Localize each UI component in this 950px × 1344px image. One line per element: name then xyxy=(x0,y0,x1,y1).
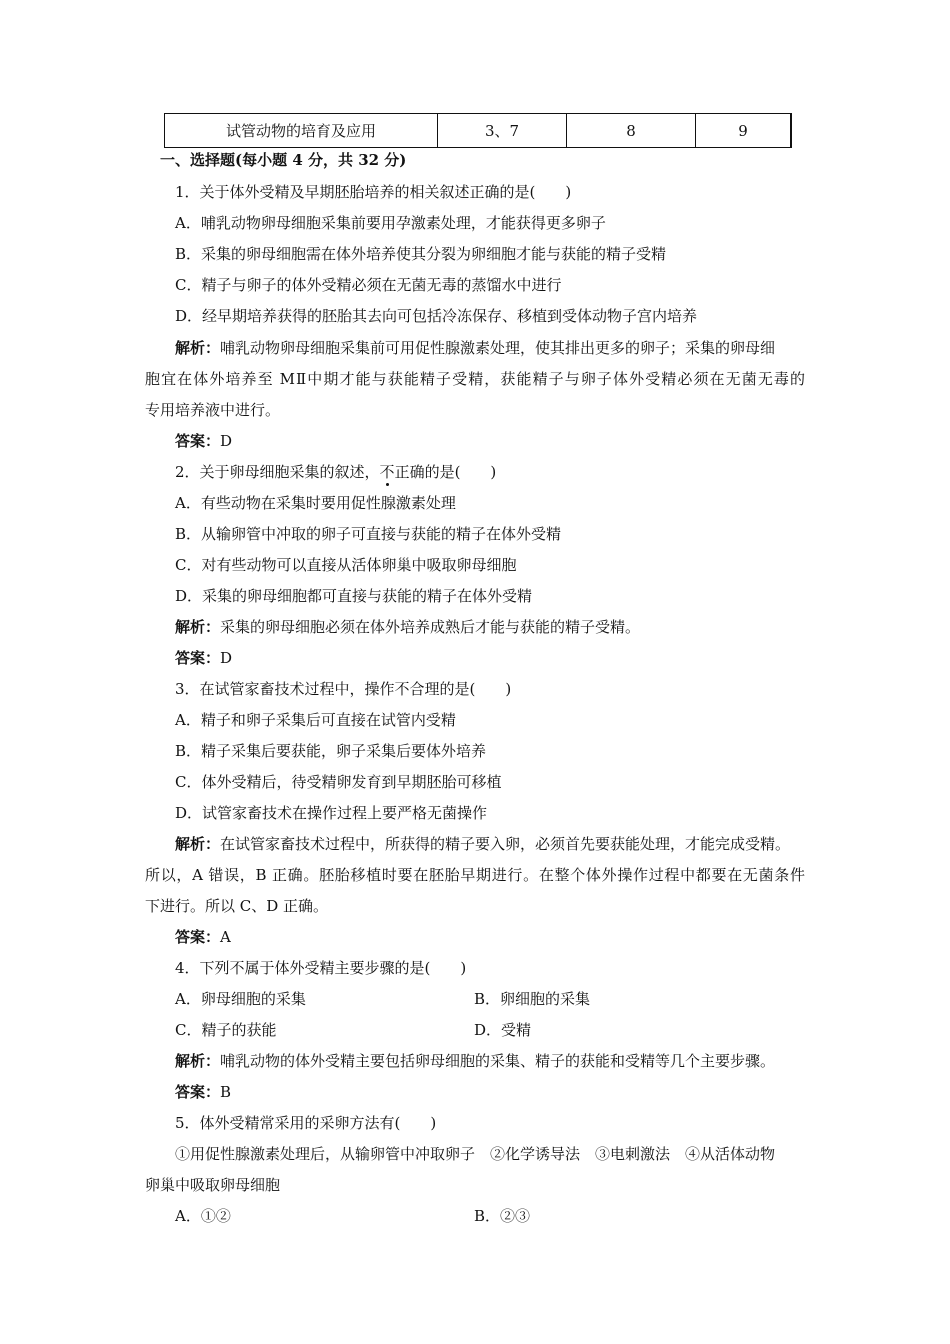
q4-option-c: C．精子的获能 xyxy=(175,1021,277,1039)
q3-explanation-line xyxy=(175,834,790,854)
explanation-text: 胞宜在体外培养至 MⅡ中期才能与获能精子受精，获能精子与卵子体外受精必须在无菌无毒的 xyxy=(145,370,805,388)
q5-body-line: ①用促性腺激素处理后，从输卵管中冲取卵子 ②化学诱导法 ③电刺激法 ④从活体动物 xyxy=(175,1145,776,1163)
section-title: 一、选择题(每小题 4 分，共 32 分) xyxy=(160,151,407,169)
q2-option-b: B．从输卵管中冲取的卵子可直接与获能的精子在体外受精 xyxy=(175,525,562,543)
q3-option-d: D．试管家畜技术在操作过程上要严格无菌操作 xyxy=(175,804,488,822)
q5-body-line: 卵巢中吸取卵母细胞 xyxy=(145,1176,281,1194)
q2-stem-emphasis: 不 xyxy=(379,463,395,481)
q2-stem-text: 正确的是( ) xyxy=(394,463,497,481)
q1-option-c: C．精子与卵子的体外受精必须在无菌无毒的蒸馏水中进行 xyxy=(175,276,562,294)
explanation-text: 哺乳动物的体外受精主要包括卵母细胞的采集、精子的获能和受精等几个主要步骤。 xyxy=(220,1052,776,1070)
explanation-label: 解析： xyxy=(175,618,221,636)
explanation-text: 采集的卵母细胞必须在体外培养成熟后才能与获能的精子受精。 xyxy=(220,618,641,636)
q3-option-b: B．精子采集后要获能，卵子采集后要体外培养 xyxy=(175,742,487,760)
q3-explanation-line: 下进行。所以 C、D 正确。 xyxy=(145,897,329,915)
q1-stem: 1．关于体外受精及早期胚胎培养的相关叙述正确的是( ) xyxy=(175,183,572,201)
q1-explanation-line xyxy=(175,338,775,358)
q1-answer xyxy=(175,431,232,451)
q1-option-a: A．哺乳动物卵母细胞采集前要用孕激素处理，才能获得更多卵子 xyxy=(175,214,606,232)
explanation-label: 解析： xyxy=(175,835,221,853)
table-row xyxy=(165,114,792,148)
answer-label: 答案： xyxy=(175,649,221,667)
q2-answer xyxy=(175,648,232,668)
q1-explanation-line xyxy=(145,369,805,389)
table-cell-hard: 9 xyxy=(696,114,792,148)
answer-label: 答案： xyxy=(175,928,221,946)
q1-option-d: D．经早期培养获得的胚胎其去向可包括冷冻保存、移植到受体动物子宫内培养 xyxy=(175,307,698,325)
q3-stem: 3．在试管家畜技术过程中，操作不合理的是( ) xyxy=(175,680,512,698)
table-cell-medium: 8 xyxy=(567,114,696,148)
q2-stem-text: 2．关于卵母细胞采集的叙述， xyxy=(175,463,380,481)
q2-option-a: A．有些动物在采集时要用促性腺激素处理 xyxy=(175,494,456,512)
answer-value: A xyxy=(220,928,231,946)
table-cell-easy: 3、7 xyxy=(438,114,567,148)
q3-option-a: A．精子和卵子采集后可直接在试管内受精 xyxy=(175,711,456,729)
explanation-text: 在试管家畜技术过程中，所获得的精子要入卵，必须首先要获能处理，才能完成受精。 xyxy=(220,835,791,853)
q5-option-b: B．②③ xyxy=(474,1207,531,1225)
answer-value: B xyxy=(220,1083,232,1101)
q1-option-b: B．采集的卵母细胞需在体外培养使其分裂为卵细胞才能与获能的精子受精 xyxy=(175,245,667,263)
explanation-text: 哺乳动物卵母细胞采集前可用促性腺激素处理，使其排出更多的卵子；采集的卵母细 xyxy=(220,339,776,357)
q3-answer xyxy=(175,927,231,947)
q2-option-d: D．采集的卵母细胞都可直接与获能的精子在体外受精 xyxy=(175,587,533,605)
q4-option-b: B．卵细胞的采集 xyxy=(474,990,591,1008)
q4-answer xyxy=(175,1082,231,1102)
table-cell-topic: 试管动物的培育及应用 xyxy=(165,114,438,148)
q3-explanation-line xyxy=(145,865,805,885)
q4-explanation-line xyxy=(175,1051,775,1071)
topic-table xyxy=(164,113,792,148)
answer-label: 答案： xyxy=(175,1083,221,1101)
q4-stem: 4．下列不属于体外受精主要步骤的是( ) xyxy=(175,959,467,977)
q2-option-c: C．对有些动物可以直接从活体卵巢中吸取卵母细胞 xyxy=(175,556,517,574)
explanation-text: 所以，A 错误，B 正确。胚胎移植时要在胚胎早期进行。在整个体外操作过程中都要在无菌条件 xyxy=(145,866,805,884)
answer-label: 答案： xyxy=(175,432,221,450)
explanation-label: 解析： xyxy=(175,1052,221,1070)
q4-option-d: D．受精 xyxy=(474,1021,532,1039)
q5-option-a: A．①② xyxy=(175,1207,231,1225)
q2-stem xyxy=(175,462,496,482)
q3-option-c: C．体外受精后，待受精卵发育到早期胚胎可移植 xyxy=(175,773,502,791)
answer-value: D xyxy=(220,649,233,667)
q4-option-a: A．卵母细胞的采集 xyxy=(175,990,306,1008)
q5-stem: 5．体外受精常采用的采卵方法有( ) xyxy=(175,1114,437,1132)
explanation-label: 解析： xyxy=(175,339,221,357)
q2-explanation-line xyxy=(175,617,640,637)
answer-value: D xyxy=(220,432,233,450)
q1-explanation-line: 专用培养液中进行。 xyxy=(145,401,281,419)
